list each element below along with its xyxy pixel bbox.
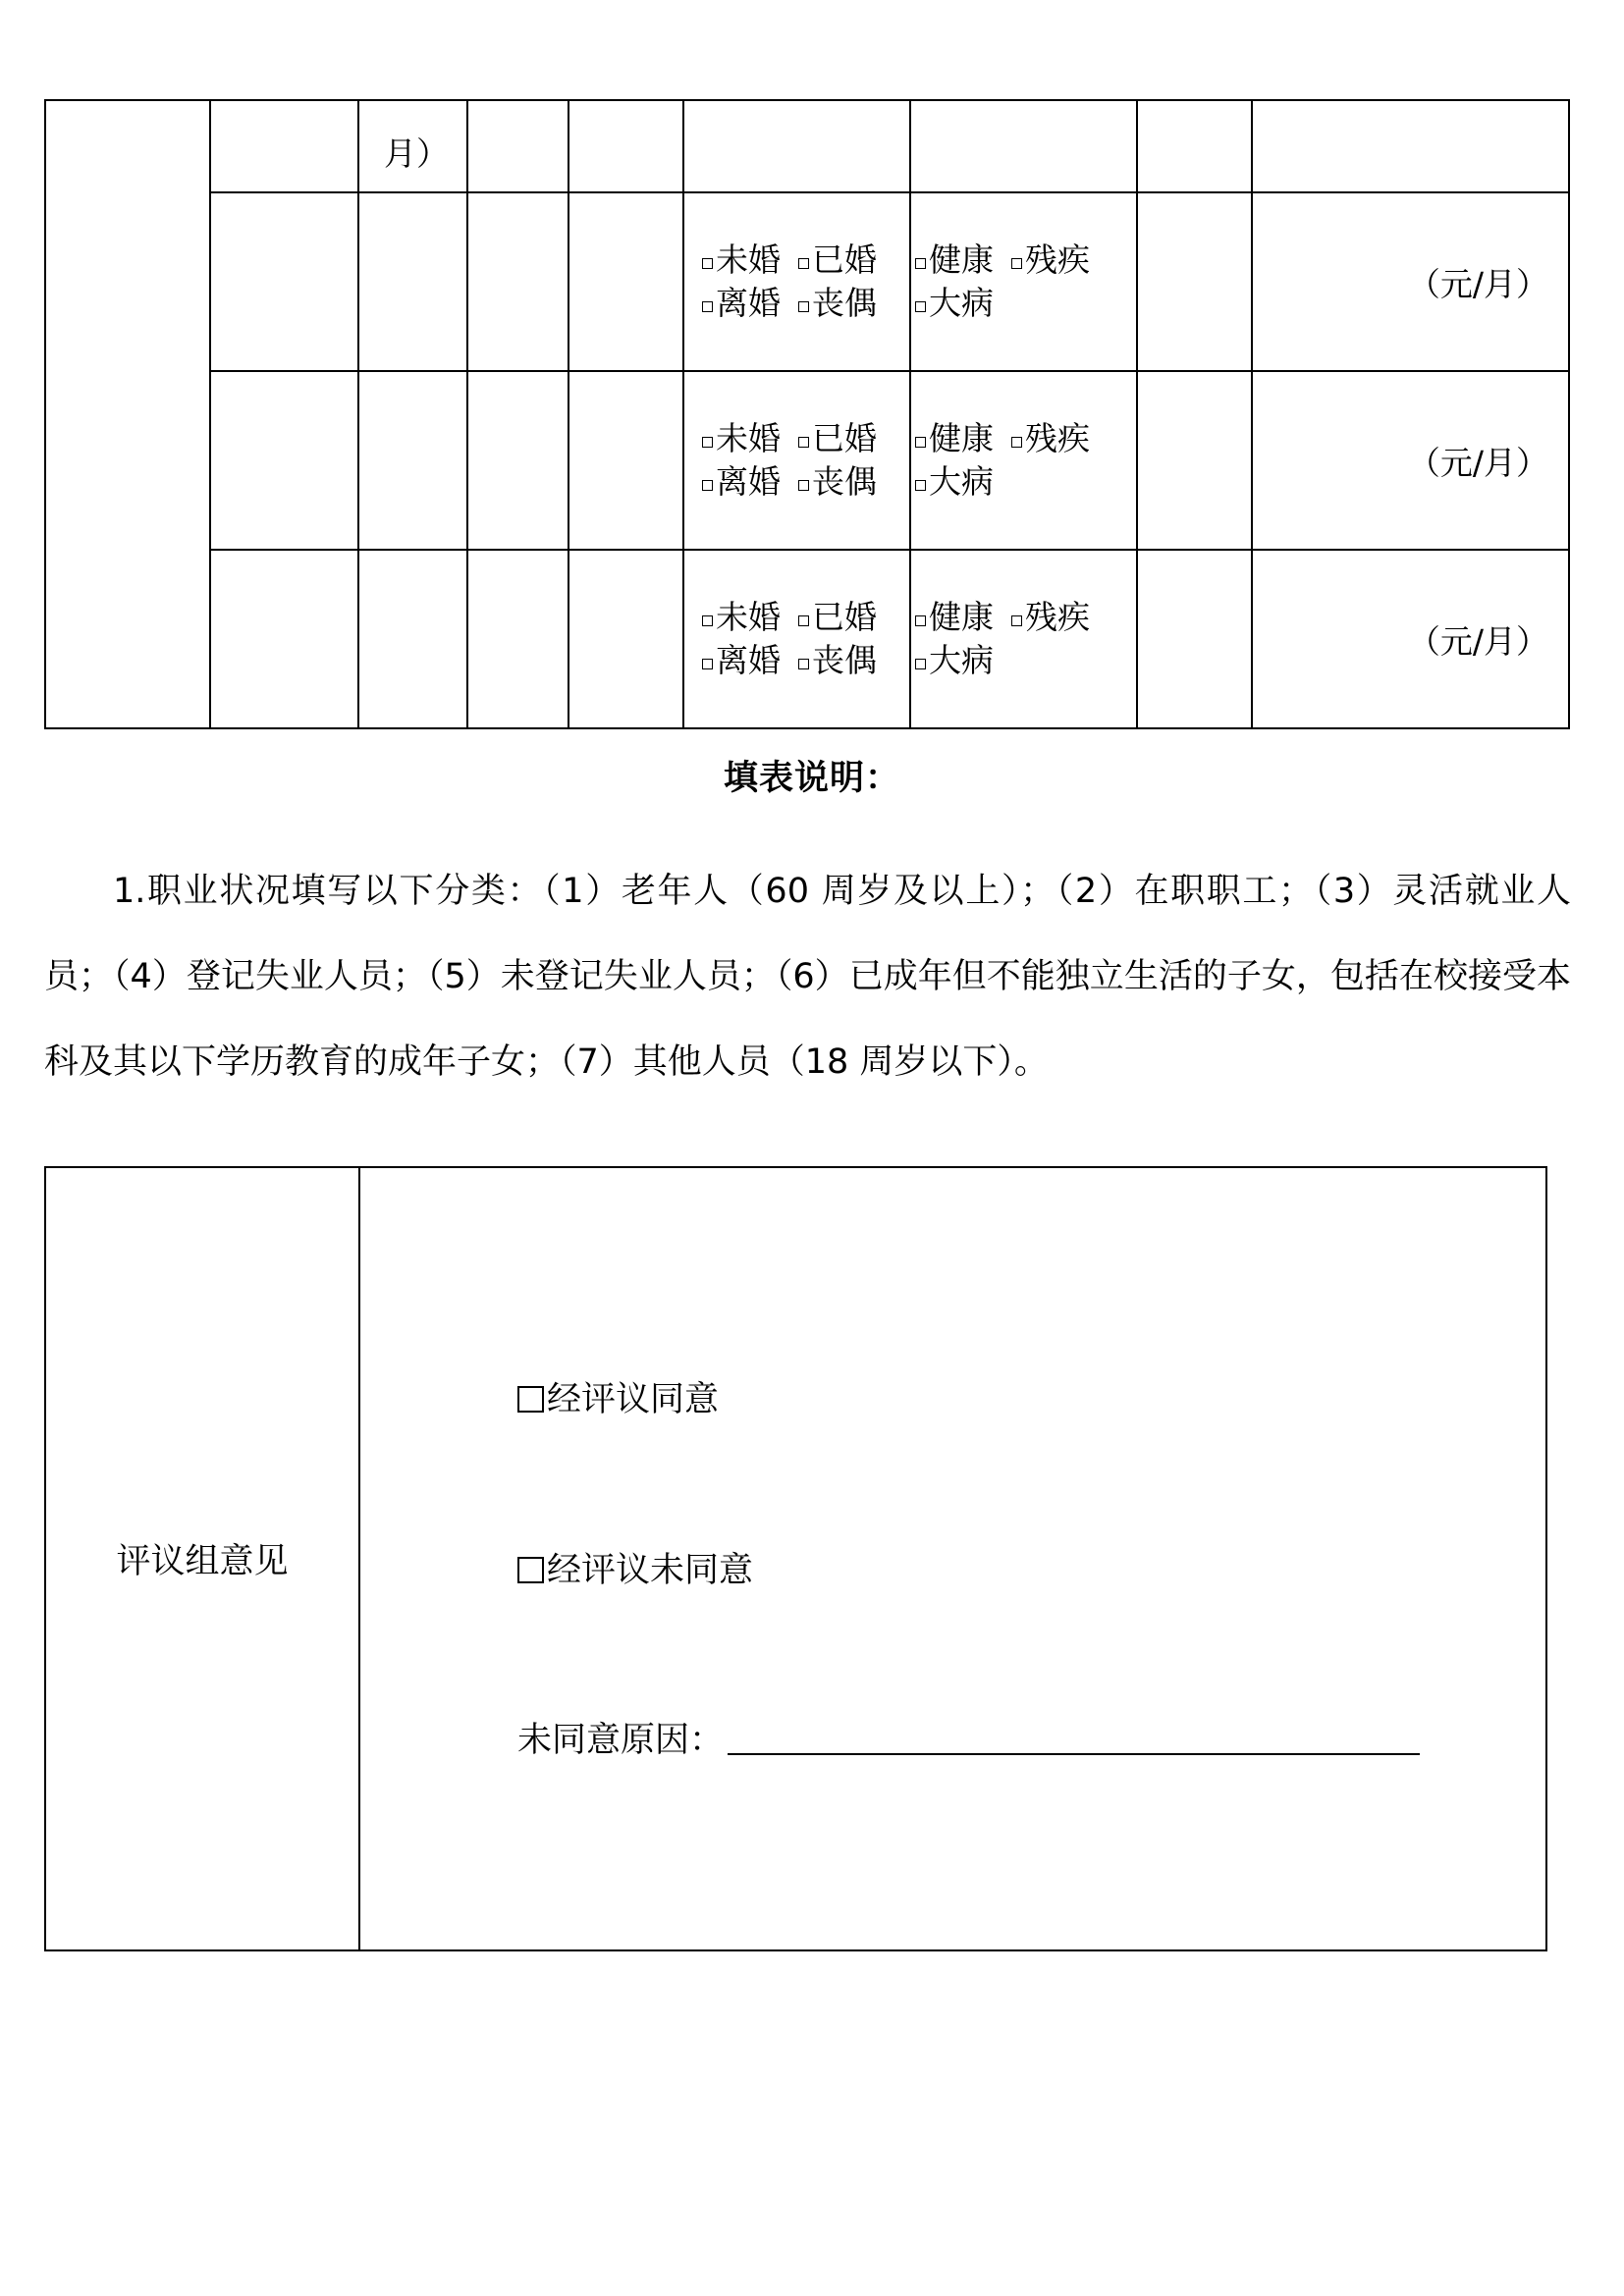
checkbox-icon[interactable] [798, 480, 809, 491]
checkbox-icon[interactable] [702, 301, 713, 312]
table-cell[interactable] [467, 550, 568, 728]
marital-option-widowed[interactable]: 丧偶 [798, 639, 877, 682]
table-cell[interactable] [210, 100, 358, 192]
marital-option-unmarried[interactable]: 未婚 [702, 417, 781, 460]
checkbox-icon[interactable] [798, 258, 809, 269]
reason-input-line[interactable] [728, 1724, 1420, 1755]
health-status-cell [910, 550, 1137, 728]
checkbox-icon[interactable] [915, 659, 926, 669]
health-status-cell [910, 192, 1137, 371]
checkbox-icon[interactable] [702, 480, 713, 491]
header-fragment: 月） [384, 134, 449, 173]
table-cell[interactable] [210, 192, 358, 371]
table-cell[interactable] [467, 192, 568, 371]
marital-option-divorced[interactable]: 离婚 [702, 639, 781, 682]
table-cell[interactable] [568, 550, 683, 728]
review-body-cell [359, 1167, 1546, 1950]
table-cell[interactable] [683, 100, 910, 192]
marital-option-married[interactable]: 已婚 [798, 417, 877, 460]
table-cell [358, 100, 467, 192]
checkbox-icon[interactable] [915, 258, 926, 269]
income-cell[interactable] [1252, 550, 1569, 728]
table-cell[interactable] [358, 371, 467, 550]
marital-status-cell [683, 550, 910, 728]
table-row [45, 192, 1569, 371]
instructions-title: 填表说明： [723, 759, 900, 798]
health-option-serious-illness[interactable]: 大病 [915, 460, 994, 504]
household-members-table [44, 99, 1570, 729]
table-cell[interactable] [467, 100, 568, 192]
health-option-serious-illness[interactable]: 大病 [915, 282, 994, 325]
income-unit-label: （元/月） [1407, 264, 1548, 303]
marital-option-unmarried[interactable]: 未婚 [702, 596, 781, 639]
checkbox-icon[interactable] [702, 258, 713, 269]
review-opinion-table [44, 1166, 1547, 1951]
table-cell[interactable] [210, 550, 358, 728]
income-cell[interactable] [1252, 371, 1569, 550]
health-option-disabled[interactable]: 残疾 [1011, 596, 1090, 639]
table-cell[interactable] [210, 371, 358, 550]
table-cell[interactable] [1137, 371, 1252, 550]
marital-option-widowed[interactable]: 丧偶 [798, 460, 877, 504]
checkbox-icon[interactable] [798, 659, 809, 669]
table-cell[interactable] [568, 371, 683, 550]
checkbox-icon[interactable] [702, 659, 713, 669]
checkbox-icon[interactable] [915, 615, 926, 626]
table-cell[interactable] [1137, 550, 1252, 728]
table-row [45, 550, 1569, 728]
income-unit-label: （元/月） [1407, 621, 1548, 661]
checkbox-icon[interactable] [798, 615, 809, 626]
checkbox-icon[interactable] [915, 480, 926, 491]
checkbox-icon[interactable] [915, 437, 926, 448]
health-option-healthy[interactable]: 健康 [915, 239, 994, 282]
health-option-healthy[interactable]: 健康 [915, 417, 994, 460]
review-label-cell [45, 1167, 359, 1950]
checkbox-icon[interactable] [702, 437, 713, 448]
table-cell[interactable] [467, 371, 568, 550]
table-cell[interactable] [1137, 192, 1252, 371]
health-status-cell [910, 371, 1137, 550]
table-cell[interactable] [568, 100, 683, 192]
checkbox-icon[interactable] [1011, 615, 1022, 626]
checkbox-icon[interactable] [798, 301, 809, 312]
health-option-disabled[interactable]: 残疾 [1011, 239, 1090, 282]
instructions-note: 1.职业状况填写以下分类：（1）老年人（60 周岁及以上）；（2）在职职工；（3）灵活就业人员；（4）登记失业人员；（5）未登记失业人员；（6）已成年但不能独立生活的子女，包括在校接受本科及其以下学历教育的成年子女；（7）其他人员（18 周岁以下）。 [44, 872, 1571, 1082]
table-row [45, 371, 1569, 550]
checkbox-icon[interactable] [798, 437, 809, 448]
marital-option-married[interactable]: 已婚 [798, 596, 877, 639]
health-option-healthy[interactable]: 健康 [915, 596, 994, 639]
table-cell[interactable] [1252, 100, 1569, 192]
agree-option[interactable]: 经评议同意 [517, 1372, 719, 1421]
marital-option-widowed[interactable]: 丧偶 [798, 282, 877, 325]
disagree-option[interactable]: 经评议未同意 [517, 1543, 753, 1592]
checkbox-icon[interactable] [517, 1557, 544, 1583]
checkbox-icon[interactable] [702, 615, 713, 626]
checkbox-icon[interactable] [1011, 437, 1022, 448]
reason-label: 未同意原因： [517, 1721, 725, 1760]
table-cell[interactable] [358, 550, 467, 728]
table-cell[interactable] [568, 192, 683, 371]
table-cell[interactable] [1137, 100, 1252, 192]
marital-option-divorced[interactable]: 离婚 [702, 460, 781, 504]
marital-option-unmarried[interactable]: 未婚 [702, 239, 781, 282]
review-label: 评议组意见 [116, 1542, 289, 1581]
member-group-cell[interactable] [45, 100, 210, 728]
table-cell[interactable] [910, 100, 1137, 192]
checkbox-icon[interactable] [517, 1386, 544, 1413]
health-option-disabled[interactable]: 残疾 [1011, 417, 1090, 460]
checkbox-icon[interactable] [915, 301, 926, 312]
income-unit-label: （元/月） [1407, 443, 1548, 482]
marital-status-cell [683, 371, 910, 550]
income-cell[interactable] [1252, 192, 1569, 371]
disagree-reason-row [517, 1713, 1420, 1762]
table-cell[interactable] [358, 192, 467, 371]
checkbox-icon[interactable] [1011, 258, 1022, 269]
marital-option-divorced[interactable]: 离婚 [702, 282, 781, 325]
marital-option-married[interactable]: 已婚 [798, 239, 877, 282]
health-option-serious-illness[interactable]: 大病 [915, 639, 994, 682]
marital-status-cell [683, 192, 910, 371]
